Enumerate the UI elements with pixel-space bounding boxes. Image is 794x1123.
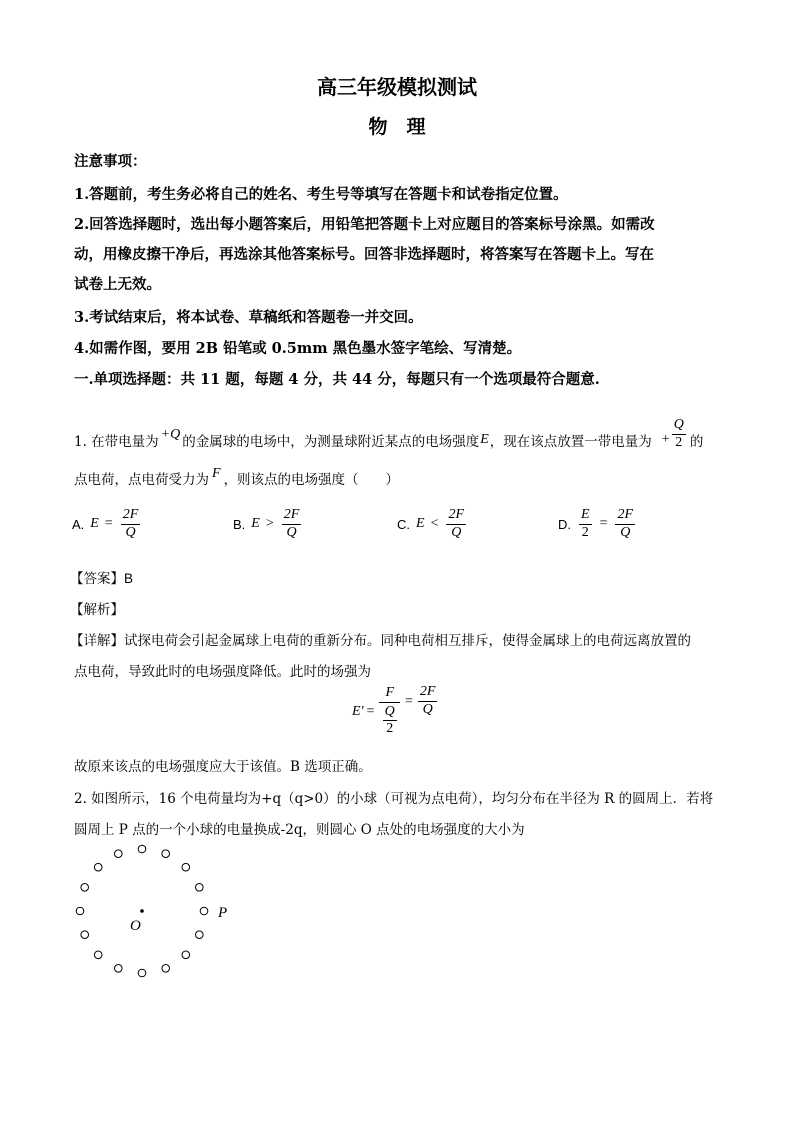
formula-complex-fraction <box>379 686 400 737</box>
q1-stem-a: 1. 在带电量为 <box>74 434 159 451</box>
formula-result-fraction <box>418 685 438 717</box>
q2-charge-ring-figure <box>60 838 240 988</box>
q1-stem-line-2 <box>74 468 399 488</box>
section-1-heading: 一.单项选择题：共 11 题，每题 4 分，共 44 分，每题只有一个选项最符合题意. <box>74 371 600 388</box>
formula-lhs: E' <box>352 703 364 719</box>
ball <box>81 884 89 892</box>
ball <box>162 965 170 973</box>
formula-f-num: F <box>379 686 400 703</box>
ball <box>182 951 190 959</box>
q1-option-a[interactable] <box>72 508 142 540</box>
q1-option-b[interactable] <box>233 508 303 540</box>
point-p-label: P <box>218 905 228 921</box>
q2-line-1: 2. 如图所示，16 个电荷量均为+q（q>0）的小球（可视为点电荷），均匀分布在半径为 R 的圆周上．若将 <box>74 791 714 807</box>
ball <box>94 951 102 959</box>
formula-inner-num: Q <box>383 705 397 722</box>
q1-option-c[interactable] <box>397 508 468 540</box>
q1-answer-tag: 【答案】 <box>70 571 124 587</box>
center-point <box>140 909 144 913</box>
q1-answer <box>70 567 133 587</box>
q2-line-2: 圆周上 P 点的一个小球的电量换成-2q，则圆心 O 点处的电场强度的大小为 <box>74 822 525 838</box>
notice-item-3: 3.考试结束后，将本试卷、草稿纸和答题卷一并交回。 <box>74 309 423 326</box>
ball <box>76 907 84 915</box>
formula-eq-2: = <box>405 693 413 709</box>
q1-analysis-tag: 【解析】 <box>70 602 124 618</box>
q1-option-b-lhs: E <box>251 516 260 532</box>
q1-option-c-lhs: E <box>416 516 425 532</box>
formula-inner-den: 2 <box>386 721 394 737</box>
q1-option-a-lhs: E <box>90 516 99 532</box>
q1-option-a-fraction <box>121 508 141 540</box>
formula-result-den: Q <box>422 702 433 718</box>
q1-option-c-num: 2F <box>446 508 466 525</box>
notice-item-4: 4.如需作图，要用 2B 铅笔或 0.5mm 黑色墨水签字笔绘、写清楚。 <box>74 340 522 357</box>
q1-option-b-rel: > <box>265 516 274 532</box>
q1-option-d-lhs-num: E <box>579 508 592 525</box>
q1-stem-c: ，现在该点放置一带电量为 <box>489 434 652 451</box>
q1-force-symbol: F <box>212 466 221 481</box>
ball <box>138 845 146 853</box>
q1-option-a-rel: = <box>104 516 113 532</box>
q1-option-b-den: Q <box>286 524 297 540</box>
ball <box>94 863 102 871</box>
q1-detail-line-2: 点电荷，导致此时的电场强度降低。此时的场强为 <box>74 664 371 680</box>
q1-test-charge-den: 2 <box>675 434 683 450</box>
q1-conclusion: 故原来该点的电场强度应大于该值。B 选项正确。 <box>74 759 372 775</box>
q1-line2-a: 点电荷，点电荷受力为 <box>74 472 209 488</box>
q1-option-c-label: C. <box>397 516 410 532</box>
formula-result-num: 2F <box>418 685 438 702</box>
ball-p <box>200 907 208 915</box>
q1-field-symbol: E <box>480 432 489 448</box>
q1-detail-line-1 <box>70 629 691 649</box>
q1-line2-b: ，则该点的电场强度（ ） <box>223 472 400 488</box>
q1-option-d-label: D. <box>558 516 571 532</box>
q1-stem-b: 的金属球的电场中，为测量球附近某点的电场强度 <box>182 434 480 451</box>
q1-detail-text-1: 试探电荷会引起金属球上电荷的重新分布。同种电荷相互排斥，使得金属球上的电荷远离放置的 <box>124 633 691 649</box>
q1-solution-formula <box>352 686 439 737</box>
q1-option-d-rel: = <box>599 516 608 532</box>
q1-stem-d: 的 <box>689 434 704 451</box>
q1-option-d-num: 2F <box>615 508 635 525</box>
ball <box>138 969 146 977</box>
q1-option-a-num: 2F <box>121 508 141 525</box>
q1-option-c-fraction <box>446 508 466 540</box>
formula-eq-1: = <box>366 703 375 719</box>
q1-option-b-fraction <box>282 508 302 540</box>
ball <box>115 965 123 973</box>
ball <box>162 850 170 858</box>
q1-charge: +Q <box>160 427 181 443</box>
q1-test-charge-fraction <box>672 418 686 450</box>
q1-option-a-den: Q <box>125 524 136 540</box>
ball <box>115 850 123 858</box>
q1-option-d-den: Q <box>620 524 631 540</box>
ball <box>81 931 89 939</box>
q1-option-d-lhs-fraction <box>579 508 592 540</box>
q1-detail-tag: 【详解】 <box>70 633 124 649</box>
notice-item-2-line-1: 2.回答选择题时，选出每小题答案后，用铅笔把答题卡上对应题目的答案标号涂黑。如需改 <box>74 216 655 233</box>
formula-f-den <box>383 703 397 737</box>
center-label: O <box>130 918 141 934</box>
formula-inner-fraction <box>383 705 397 737</box>
q1-test-charge-num: Q <box>672 418 686 435</box>
ball <box>182 863 190 871</box>
exam-title: 高三年级模拟测试 <box>317 75 477 99</box>
notice-item-2-line-3: 试卷上无效。 <box>74 276 161 293</box>
q1-option-b-num: 2F <box>282 508 302 525</box>
q1-option-d-fraction <box>615 508 635 540</box>
q1-stem-line-1 <box>74 417 704 456</box>
ball <box>196 884 204 892</box>
q1-option-c-den: Q <box>451 524 462 540</box>
q1-option-b-label: B. <box>233 516 246 532</box>
q1-option-a-label: A. <box>72 516 85 532</box>
notice-item-1: 1.答题前，考生务必将自己的姓名、考生号等填写在答题卡和试卷指定位置。 <box>74 186 568 203</box>
subject-title: 物 理 <box>368 116 426 138</box>
q1-option-d-lhs-den: 2 <box>581 524 589 540</box>
ball <box>196 931 204 939</box>
notice-heading: 注意事项： <box>74 153 147 170</box>
q1-option-c-rel: < <box>430 516 439 532</box>
q1-option-d[interactable] <box>558 508 637 540</box>
q1-answer-value: B <box>124 571 134 586</box>
notice-item-2-line-2: 动，用橡皮擦干净后，再选涂其他答案标号。回答非选择题时，将答案写在答题卡上。写在 <box>74 246 654 263</box>
q1-plus-sign: + <box>661 432 670 448</box>
